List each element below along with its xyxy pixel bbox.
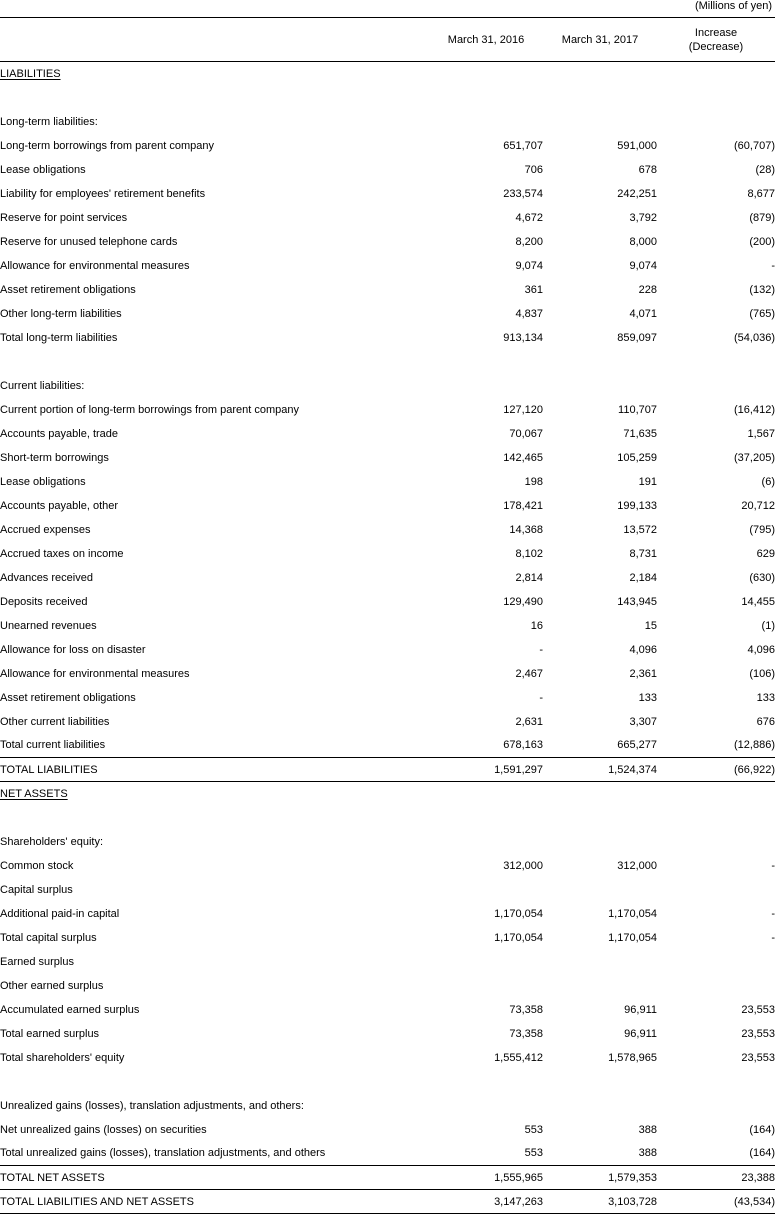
- value-2016: 8,200: [515, 235, 543, 248]
- value-2016: 553: [524, 1147, 543, 1160]
- group-2016: [429, 374, 543, 398]
- section-2016: [429, 62, 543, 86]
- value-2017: 13,572: [623, 523, 657, 536]
- line-item-row: [0, 638, 775, 662]
- value-2016: 2,814: [515, 571, 543, 584]
- value-2017: 15: [644, 619, 657, 632]
- line-item-row: [0, 1142, 775, 1166]
- value-2017: 388: [638, 1123, 657, 1136]
- value-change: 8,677: [747, 187, 775, 200]
- value-2017: 1,170,054: [608, 907, 657, 920]
- value-2016: 178,421: [503, 499, 543, 512]
- value-2017: 71,635: [623, 427, 657, 440]
- spacer-change: [657, 350, 775, 374]
- group-title: Current liabilities:: [0, 379, 85, 392]
- value-2017: 4,096: [629, 643, 657, 656]
- row-label: Total capital surplus: [0, 931, 97, 944]
- value-change: (200): [749, 235, 775, 248]
- spacer-label: [0, 350, 429, 374]
- row-label: Asset retirement obligations: [0, 691, 136, 704]
- line-item-row: [0, 662, 775, 686]
- line-item-row: [0, 710, 775, 734]
- value-2016: 2,467: [515, 667, 543, 680]
- line-item-row: [0, 542, 775, 566]
- balance-sheet-table: [0, 17, 775, 1214]
- row-label: Accrued expenses: [0, 523, 91, 536]
- line-item-row: [0, 950, 775, 974]
- value-2017: 4,071: [629, 307, 657, 320]
- row-label: Additional paid-in capital: [0, 907, 120, 920]
- row-label: Accumulated earned surplus: [0, 1003, 140, 1016]
- header-blank: [0, 18, 429, 62]
- row-label: Other long-term liabilities: [0, 307, 122, 320]
- value-2016: 706: [524, 163, 543, 176]
- section-2017: [543, 782, 657, 806]
- section-heading-row-liabilities: [0, 62, 775, 86]
- section-2016: [429, 782, 543, 806]
- group-change: [657, 110, 775, 134]
- value-2017: 242,251: [617, 187, 657, 200]
- line-item-row: [0, 1046, 775, 1070]
- row-label: Other current liabilities: [0, 715, 110, 728]
- section-heading-text: LIABILITIES: [0, 67, 61, 80]
- group-gap-shareholders-equity: [0, 806, 775, 830]
- row-label: Common stock: [0, 859, 74, 872]
- group-gap-unrealized-gains: [0, 1070, 775, 1094]
- value-2016: 2,631: [515, 715, 543, 728]
- value-2016: 1,170,054: [494, 931, 543, 944]
- value-2016: 233,574: [503, 187, 543, 200]
- grand-total-label: TOTAL LIABILITIES AND NET ASSETS: [0, 1190, 429, 1214]
- line-item-row: [0, 230, 775, 254]
- line-item-row: [0, 566, 775, 590]
- group-2016: [429, 830, 543, 854]
- group-title: Unrealized gains (losses), translation adjustments, and others:: [0, 1099, 304, 1112]
- group-2017: [543, 110, 657, 134]
- header-change-line2: (Decrease): [688, 40, 744, 53]
- group-change: [657, 830, 775, 854]
- value-2016: 9,074: [515, 259, 543, 272]
- row-label: Accrued taxes on income: [0, 547, 124, 560]
- section-total-label: TOTAL NET ASSETS: [0, 1166, 429, 1190]
- row-label: Current portion of long-term borrowings from parent company: [0, 403, 299, 416]
- grand-total-2017: 3,103,728: [543, 1190, 657, 1214]
- section-change: [657, 62, 775, 86]
- spacer-2017: [543, 350, 657, 374]
- value-change: [657, 974, 775, 998]
- value-2017: 8,000: [629, 235, 657, 248]
- value-change: (28): [755, 163, 775, 176]
- row-label: Allowance for environmental measures: [0, 259, 190, 272]
- value-change: (1): [761, 619, 775, 632]
- value-change: (132): [749, 283, 775, 296]
- section-total-2016: 1,555,965: [429, 1166, 543, 1190]
- value-2016: 361: [524, 283, 543, 296]
- group-2016: [429, 1094, 543, 1118]
- header-2017: March 31, 2017: [543, 18, 657, 62]
- group-title-row-shareholders-equity: [0, 830, 775, 854]
- value-change: (60,707): [734, 139, 775, 152]
- line-item-row: [0, 974, 775, 998]
- group-title-row-unrealized-gains: [0, 1094, 775, 1118]
- value-2016: 553: [524, 1123, 543, 1136]
- value-2017: [543, 878, 657, 902]
- group-2017: [543, 374, 657, 398]
- line-item-row: [0, 206, 775, 230]
- value-2017: 143,945: [617, 595, 657, 608]
- value-change: (54,036): [734, 331, 775, 344]
- spacer-2016: [429, 806, 543, 830]
- grand-total-row: [0, 1190, 775, 1214]
- value-2017: 1,578,965: [608, 1051, 657, 1064]
- row-label: Long-term borrowings from parent company: [0, 139, 214, 152]
- value-2017: 3,792: [629, 211, 657, 224]
- line-item-row: [0, 1118, 775, 1142]
- value-2016: 312,000: [503, 859, 543, 872]
- line-item-row: [0, 734, 775, 758]
- section-total-2017: 1,524,374: [543, 758, 657, 782]
- row-label: Total earned surplus: [0, 1027, 100, 1040]
- section-total-2017: 1,579,353: [543, 1166, 657, 1190]
- value-2017: 133: [638, 691, 657, 704]
- row-label: Total long-term liabilities: [0, 331, 118, 344]
- header-2016: March 31, 2016: [429, 18, 543, 62]
- section-total-change: (66,922): [657, 758, 775, 782]
- value-2017: 388: [638, 1147, 657, 1160]
- grand-total-2016: 3,147,263: [429, 1190, 543, 1214]
- value-change: [657, 878, 775, 902]
- table-body: [0, 18, 775, 1214]
- value-change: 1,567: [747, 427, 775, 440]
- row-label: Liability for employees' retirement benefits: [0, 187, 206, 200]
- line-item-row: [0, 422, 775, 446]
- row-label: Total current liabilities: [0, 739, 106, 752]
- value-2017: 678: [638, 163, 657, 176]
- group-change: [657, 1094, 775, 1118]
- value-2017: 199,133: [617, 499, 657, 512]
- spacer-change: [657, 1070, 775, 1094]
- row-label: Net unrealized gains (losses) on securities: [0, 1123, 207, 1136]
- row-label: Lease obligations: [0, 475, 86, 488]
- value-change: 14,455: [741, 595, 775, 608]
- row-label: Short-term borrowings: [0, 451, 109, 464]
- line-item-row: [0, 470, 775, 494]
- spacer-2017: [543, 86, 657, 110]
- value-2016: 4,837: [515, 307, 543, 320]
- line-item-row: [0, 182, 775, 206]
- line-item-row: [0, 902, 775, 926]
- line-item-row: [0, 134, 775, 158]
- value-change: 23,553: [741, 1003, 775, 1016]
- spacer-2016: [429, 350, 543, 374]
- row-label: Deposits received: [0, 595, 88, 608]
- section-total-row-liabilities: [0, 758, 775, 782]
- value-2016: [429, 878, 543, 902]
- line-item-row: [0, 686, 775, 710]
- value-2016: 129,490: [503, 595, 543, 608]
- value-2017: 312,000: [617, 859, 657, 872]
- row-label: Lease obligations: [0, 163, 86, 176]
- row-label: Accounts payable, other: [0, 499, 119, 512]
- group-gap-current-liabilities: [0, 350, 775, 374]
- value-2016: -: [539, 691, 543, 704]
- value-2017: 2,184: [629, 571, 657, 584]
- header-change: [657, 18, 775, 62]
- value-change: (12,886): [734, 739, 775, 752]
- value-change: -: [771, 859, 775, 872]
- value-2017: 591,000: [617, 139, 657, 152]
- header-change-line1: Increase: [694, 26, 738, 39]
- value-change: (164): [749, 1123, 775, 1136]
- row-label: Accounts payable, trade: [0, 427, 119, 440]
- value-2016: 16: [530, 619, 543, 632]
- line-item-row: [0, 1022, 775, 1046]
- line-item-row: [0, 278, 775, 302]
- section-total-change: 23,388: [657, 1166, 775, 1190]
- value-2017: [543, 974, 657, 998]
- line-item-row: [0, 926, 775, 950]
- value-change: -: [771, 907, 775, 920]
- row-label: Capital surplus: [0, 883, 73, 896]
- line-item-row: [0, 326, 775, 350]
- value-2017: 96,911: [624, 1027, 657, 1040]
- value-2016: [429, 974, 543, 998]
- value-2017: 110,707: [618, 403, 657, 416]
- value-2016: 142,465: [503, 451, 543, 464]
- section-2017: [543, 62, 657, 86]
- value-change: -: [771, 259, 775, 272]
- line-item-row: [0, 878, 775, 902]
- value-2016: 198: [524, 475, 543, 488]
- value-2016: 70,067: [509, 427, 543, 440]
- value-change: (630): [749, 571, 775, 584]
- line-item-row: [0, 302, 775, 326]
- row-label: Earned surplus: [0, 955, 74, 968]
- value-change: 629: [756, 547, 775, 560]
- line-item-row: [0, 494, 775, 518]
- spacer-2016: [429, 86, 543, 110]
- group-title: Long-term liabilities:: [0, 115, 98, 128]
- value-2016: -: [539, 643, 543, 656]
- row-label: Asset retirement obligations: [0, 283, 136, 296]
- value-2017: 191: [638, 475, 657, 488]
- line-item-row: [0, 614, 775, 638]
- row-label: Total unrealized gains (losses), translation adjustments, and others: [0, 1147, 326, 1160]
- line-item-row: [0, 158, 775, 182]
- spacer-label: [0, 86, 429, 110]
- value-2016: 73,358: [509, 1027, 543, 1040]
- section-total-label: TOTAL LIABILITIES: [0, 758, 429, 782]
- section-heading-text: NET ASSETS: [0, 787, 68, 800]
- value-2016: [429, 950, 543, 974]
- value-2017: 2,361: [629, 667, 657, 680]
- line-item-row: [0, 398, 775, 422]
- value-change: 23,553: [741, 1027, 775, 1040]
- row-label: Reserve for point services: [0, 211, 128, 224]
- value-2017: 105,259: [617, 451, 657, 464]
- value-change: [657, 950, 775, 974]
- group-title-row-long-term-liabilities: [0, 110, 775, 134]
- value-change: -: [771, 931, 775, 944]
- spacer-change: [657, 86, 775, 110]
- row-label: Other earned surplus: [0, 979, 104, 992]
- value-change: 20,712: [741, 499, 775, 512]
- section-heading-row-net-assets: [0, 782, 775, 806]
- line-item-row: [0, 854, 775, 878]
- section-total-2016: 1,591,297: [429, 758, 543, 782]
- row-label: Allowance for environmental measures: [0, 667, 190, 680]
- section-change: [657, 782, 775, 806]
- section-heading: [0, 782, 429, 806]
- value-change: 23,553: [741, 1051, 775, 1064]
- value-2017: 9,074: [629, 259, 657, 272]
- value-2016: 1,555,412: [494, 1051, 543, 1064]
- value-2017: 665,277: [617, 739, 657, 752]
- spacer-label: [0, 1070, 429, 1094]
- value-change: 133: [756, 691, 775, 704]
- value-change: 676: [756, 715, 775, 728]
- spacer-change: [657, 806, 775, 830]
- value-change: (16,412): [734, 403, 775, 416]
- value-2017: 3,307: [629, 715, 657, 728]
- group-2017: [543, 830, 657, 854]
- group-2016: [429, 110, 543, 134]
- value-change: 4,096: [747, 643, 775, 656]
- group-2017: [543, 1094, 657, 1118]
- value-2016: 14,368: [509, 523, 543, 536]
- line-item-row: [0, 254, 775, 278]
- spacer-label: [0, 806, 429, 830]
- section-total-row-net-assets: [0, 1166, 775, 1190]
- line-item-row: [0, 590, 775, 614]
- row-label: Total shareholders' equity: [0, 1051, 125, 1064]
- value-change: (765): [749, 307, 775, 320]
- value-change: (37,205): [734, 451, 775, 464]
- value-2016: 913,134: [503, 331, 543, 344]
- value-2016: 4,672: [515, 211, 543, 224]
- units-caption-row: [0, 0, 775, 17]
- row-label: Reserve for unused telephone cards: [0, 235, 178, 248]
- value-2016: 73,358: [509, 1003, 543, 1016]
- group-change: [657, 374, 775, 398]
- line-item-row: [0, 446, 775, 470]
- row-label: Allowance for loss on disaster: [0, 643, 146, 656]
- line-item-row: [0, 998, 775, 1022]
- group-gap-long-term-liabilities: [0, 86, 775, 110]
- value-change: (106): [749, 667, 775, 680]
- spacer-2017: [543, 806, 657, 830]
- value-2016: 1,170,054: [494, 907, 543, 920]
- value-2017: [543, 950, 657, 974]
- spacer-2017: [543, 1070, 657, 1094]
- grand-total-change: (43,534): [657, 1190, 775, 1214]
- value-change: (795): [749, 523, 775, 536]
- value-2017: 8,731: [629, 547, 657, 560]
- value-change: (164): [749, 1147, 775, 1160]
- table-header-row: [0, 18, 775, 62]
- value-2016: 678,163: [503, 739, 543, 752]
- group-title: Shareholders' equity:: [0, 835, 103, 848]
- line-item-row: [0, 518, 775, 542]
- spacer-2016: [429, 1070, 543, 1094]
- value-2017: 1,170,054: [608, 931, 657, 944]
- group-title-row-current-liabilities: [0, 374, 775, 398]
- value-change: (879): [749, 211, 775, 224]
- value-2017: 228: [638, 283, 657, 296]
- value-change: (6): [761, 475, 775, 488]
- section-heading: [0, 62, 429, 86]
- row-label: Advances received: [0, 571, 93, 584]
- value-2017: 859,097: [617, 331, 657, 344]
- value-2016: 651,707: [503, 139, 543, 152]
- row-label: Unearned revenues: [0, 619, 97, 632]
- value-2016: 8,102: [515, 547, 543, 560]
- value-2017: 96,911: [624, 1003, 657, 1016]
- value-2016: 127,120: [503, 403, 543, 416]
- units-caption: (Millions of yen): [694, 0, 772, 12]
